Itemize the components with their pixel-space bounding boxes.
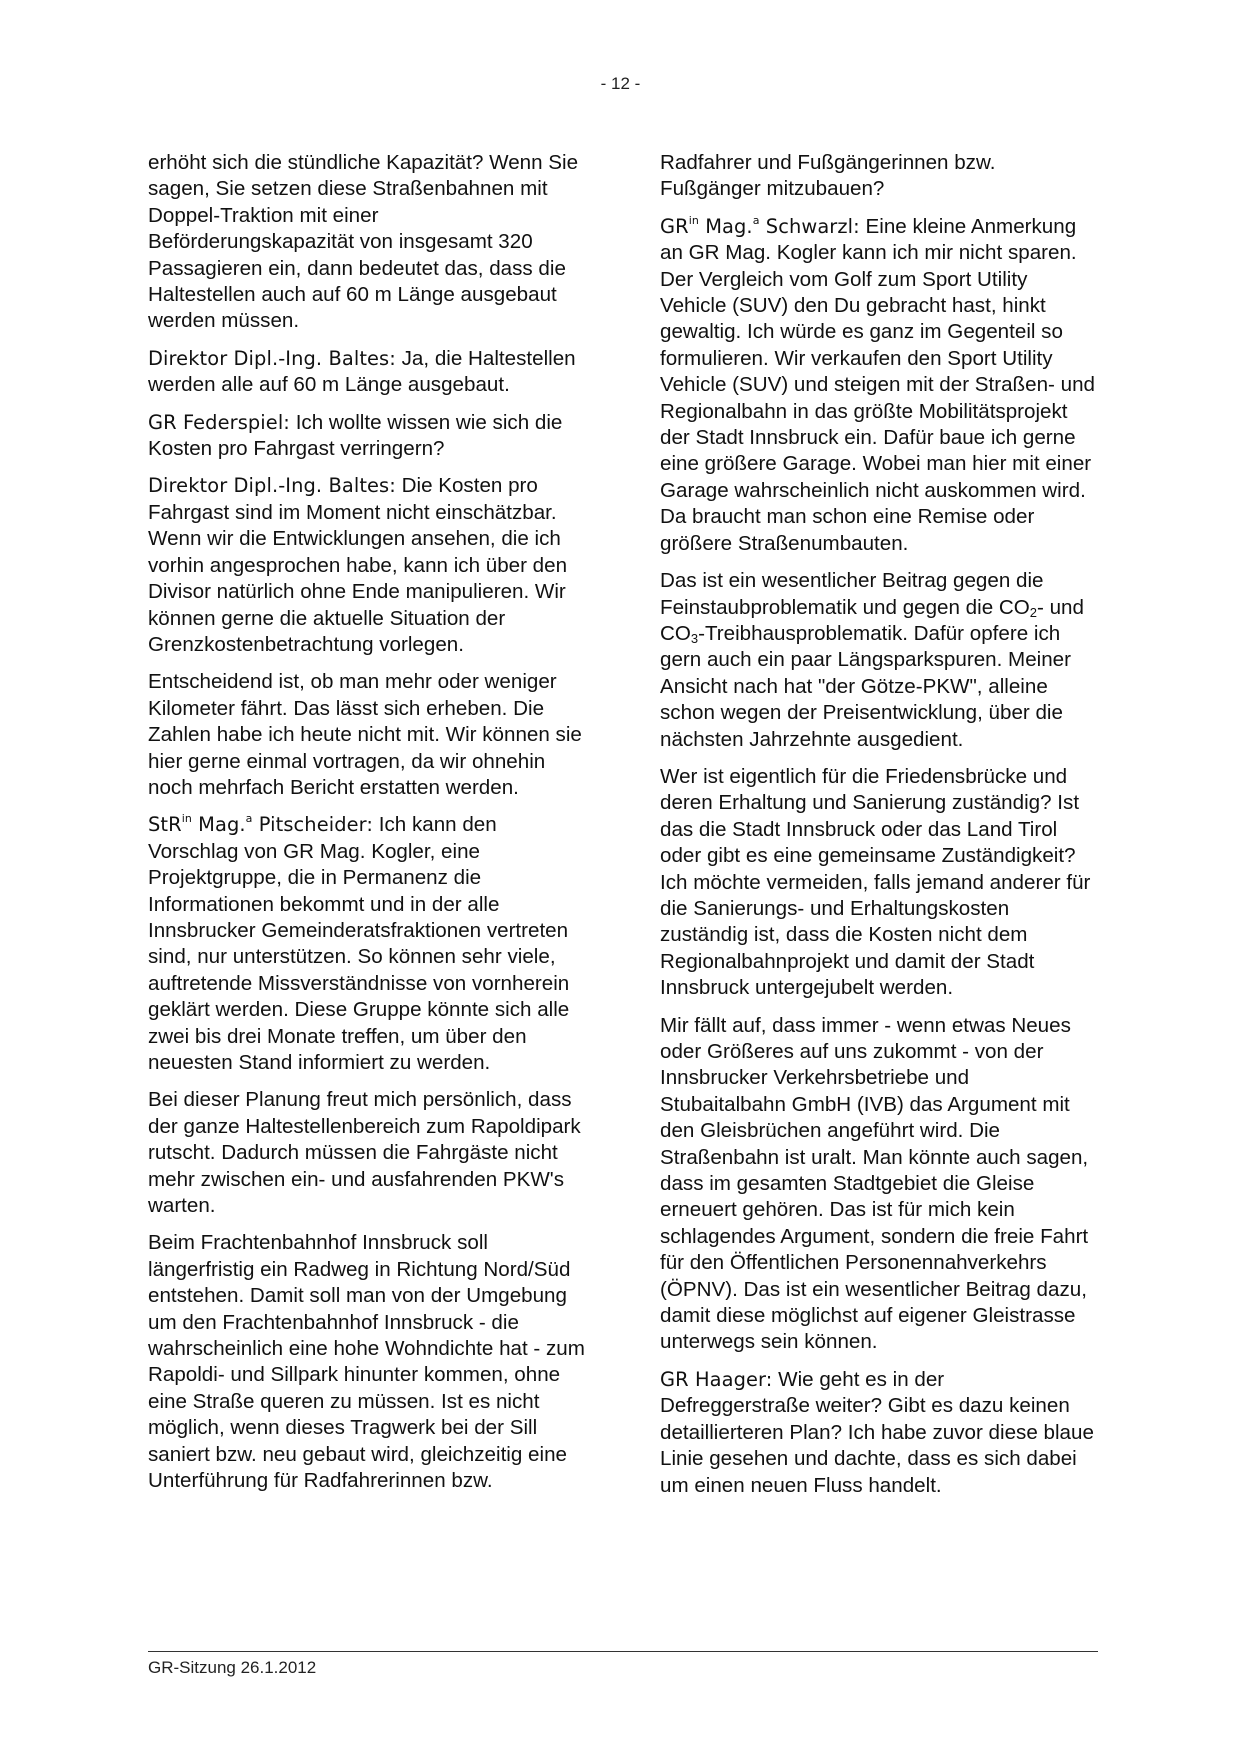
left-column	[148, 150, 588, 1506]
page-number: - 12 -	[600, 74, 641, 93]
paragraph: Radfahrer und Fußgängerinnen bzw. Fußgänger mitzubauen?	[660, 151, 996, 201]
right-column	[660, 150, 1098, 1510]
speaker-name: GR Federspiel:	[148, 410, 290, 434]
speaker-name: StR$^{in}$ Mag.$^a$ Pitscheider:	[148, 812, 374, 837]
paragraph: Das ist ein wesentlicher Beitrag gegen die Feinstaubproblematik und gegen die $CO_2-$ und $CO_3$-Treibhausproblematik. Dafür opfere ich gern auch ein paar Längsparkspuren. Meiner Ansicht nach hat "der Götze-PKW", alleine schon wegen der Preisentwicklung, über die nächsten Jahrzehnte ausgedient.	[660, 569, 1084, 751]
paragraph: StR$^{in}$ Mag.$^a$ Pitscheider: Ich kann den Vorschlag von GR Mag. Kogler, eine Projektgruppe, die in Permanenz die Informationen bekommt und in der alle Innsbrucker Gemeinderatsfraktionen vertreten sind, nur unterstützen. So können sehr viele, auftretende Missverständnisse von vornherein geklärt werden. Diese Gruppe könnte sich alle zwei bis drei Monate treffen, um über den neuesten Stand informiert zu werden.	[148, 812, 570, 1074]
paragraph: GR Federspiel: Ich wollte wissen wie sich die Kosten pro Fahrgast verringern?	[148, 410, 563, 461]
paragraph: GR Haager: Wie geht es in der Defreggerstraße weiter? Gibt es dazu keinen detaillierteren Plan? Ich habe zuvor diese blaue Linie gesehen und dachte, dass es sich dabei um einen neuen Fluss handelt.	[660, 1367, 1094, 1497]
paragraph: erhöht sich die stündliche Kapazität? Wenn Sie sagen, Sie setzen diese Straßenbahnen mit Doppel-Traktion mit einer Beförderungskapazität von insgesamt 320 Passagieren ein, dann bedeutet das, dass die Haltestellen auch auf 60 m Länge ausgebaut werden müssen.	[148, 151, 579, 333]
footer-text: GR-Sitzung 26.1.2012	[148, 1658, 317, 1677]
paragraph: Direktor Dipl.-Ing. Baltes: Die Kosten pro Fahrgast sind im Moment nicht einschätzbar. Wenn wir die Entwicklungen ansehen, die ich vorhin angesprochen habe, kann ich über den Divisor natürlich ohne Ende manipulieren. Wir können gerne die aktuelle Situation der Grenzkostenbetrachtung vorlegen.	[148, 474, 568, 656]
paragraph: Mir fällt auf, dass immer - wenn etwas Neues oder Größeres auf uns zukommt - von der Innsbrucker Verkehrsbetriebe und Stubaitalbahn GmbH (IVB) das Argument mit den Gleisbrüchen angeführt wird. Die Straßenbahn ist uralt. Man könnte auch sagen, dass im gesamten Stadtgebiet die Gleise erneuert gehören. Das ist für mich kein schlagendes Argument, sondern die freie Fahrt für den Öffentlichen Personennahverkehrs (ÖPNV). Das ist ein wesentlicher Beitrag dazu, damit diese möglichst auf eigener Gleistrasse unterwegs sein können.	[660, 1013, 1089, 1354]
paragraph: Direktor Dipl.-Ing. Baltes: Ja, die Haltestellen werden alle auf 60 m Länge ausgebaut.	[148, 346, 576, 397]
paragraph: Bei dieser Planung freut mich persönlich, dass der ganze Haltestellenbereich zum Rapoldipark rutscht. Dadurch müssen die Fahrgäste nicht mehr zwischen ein- und ausfahrenden PKW's warten.	[148, 1088, 581, 1218]
footer-divider	[148, 1651, 1098, 1652]
speaker-name: Direktor Dipl.-Ing. Baltes:	[148, 346, 396, 370]
speaker-name: GR Haager:	[660, 1367, 773, 1391]
speaker-name: $GR^{in}$ Mag.$^a$ Schwarzl:	[660, 213, 860, 238]
paragraph: $GR^{in}$ Mag.$^a$ Schwarzl: Eine kleine Anmerkung an GR Mag. Kogler kann ich mir nicht sparen. Der Vergleich vom Golf zum Sport Utility Vehicle (SUV) den Du gebracht hast, hinkt gewaltig. Ich würde es ganz im Gegenteil so formulieren. Wir verkaufen den Sport Utility Vehicle (SUV) und steigen mit der Straßen- und Regionalbahn in das größte Mobilitätsprojekt der Stadt Innsbruck ein. Dafür baue ich gerne eine größere Garage. Wobei man hier mit einer Garage wahrscheinlich nicht auskommen wird. Da braucht man schon eine Remise oder größere Straßenumbauten.	[660, 213, 1095, 555]
paragraph: Wer ist eigentlich für die Friedensbrücke und deren Erhaltung und Sanierung zuständig? Ist das die Stadt Innsbruck oder das Land Tirol oder gibt es eine gemeinsame Zuständigkeit? Ich möchte vermeiden, falls jemand anderer für die Sanierungs- und Erhaltungskosten zuständig ist, dass die Kosten nicht dem Regionalbahnprojekt und damit der Stadt Innsbruck untergejubelt werden.	[660, 764, 1091, 1000]
speaker-name: Direktor Dipl.-Ing. Baltes:	[148, 474, 396, 498]
paragraph: Entscheidend ist, ob man mehr oder weniger Kilometer fährt. Das lässt sich erheben. Die Zahlen habe ich heute nicht mit. Wir können sie hier gerne einmal vortragen, da wir ohnehin noch mehrfach Bericht erstatten werden.	[148, 670, 582, 799]
paragraph: Beim Frachtenbahnhof Innsbruck soll längerfristig ein Radweg in Richtung Nord/Süd entstehen. Damit soll man von der Umgebung um den Frachtenbahnhof Innsbruck - die wahrscheinlich eine hohe Wohndichte hat - zum Rapoldi- und Sillpark hinunter kommen, ohne eine Straße queren zu müssen. Ist es nicht möglich, wenn dieses Tragwerk bei der Sill saniert bzw. neu gebaut wird, gleichzeitig eine Unterführung für Radfahrerinnen bzw.	[148, 1231, 585, 1493]
